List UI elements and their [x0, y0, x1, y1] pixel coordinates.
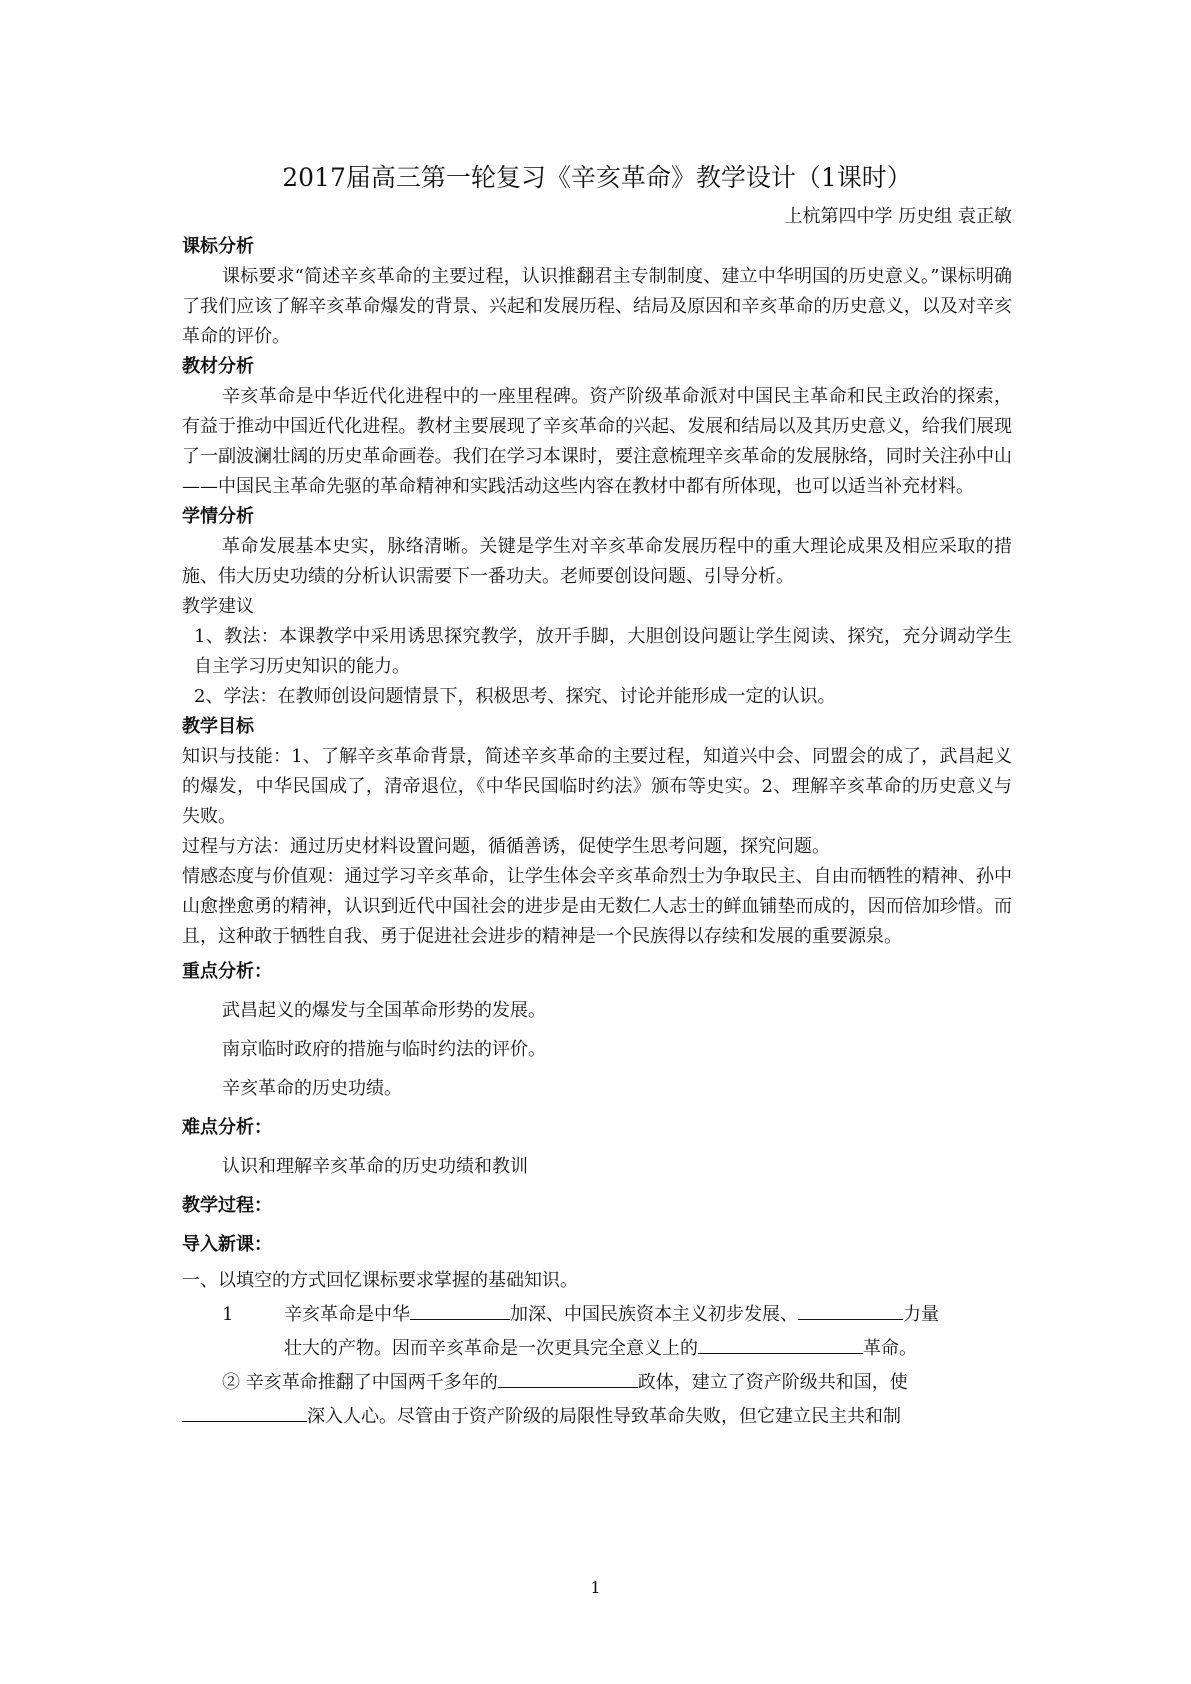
learning-method-text: 2、学法：在教师创设问题情景下，积极思考、探究、讨论并能形成一定的认识。: [194, 686, 836, 707]
key-points-list: [182, 991, 1012, 1108]
difficulties-list: [182, 1147, 1012, 1186]
page-number: 1: [590, 1578, 601, 1597]
question-text: ② 辛亥革命推翻了中国两千多年的: [222, 1372, 498, 1393]
section-heading-suggestions: 教学建议: [182, 596, 254, 617]
section-text-curriculum: 课标要求“简述辛亥革命的主要过程，认识推翻君主专制制度、建立中华明国的历史意义。”课标明确了我们应该了解辛亥革命爆发的背景、兴起和发展历程、结局及原因和辛亥革命的历史意义，以及对辛亥革命的评价。: [182, 266, 1012, 347]
goal-knowledge-text: 知识与技能：1、了解辛亥革命背景，简述辛亥革命的主要过程，知道兴中会、同盟会的成了，武昌起义的爆发，中华民国成了，清帝退位，《中华民国临时约法》颁布等史实。2、理解辛亥革命的历史意义与失败。: [182, 746, 1012, 827]
key-point-item: 武昌起义的爆发与全国革命形势的发展。: [222, 1000, 546, 1021]
fill-in-question-1-line-2: [182, 1332, 1012, 1366]
section-heading-key-points: 重点分析：: [182, 961, 272, 982]
document-title: 2017届高三第一轮复习《辛亥革命》教学设计（1课时）: [282, 163, 912, 192]
section-heading-learners: 学情分析: [182, 506, 254, 527]
question-text: 壮大的产物。因而辛亥革命是一次更具完全意义上的: [284, 1338, 698, 1359]
key-point-item: 辛亥革命的历史功绩。: [222, 1078, 402, 1099]
question-text: 政体，建立了资产阶级共和国，使: [637, 1372, 908, 1393]
section-heading-curriculum: 课标分析: [182, 236, 254, 257]
section-heading-intro: 导入新课：: [182, 1234, 272, 1255]
fill-blank[interactable]: [698, 1333, 863, 1354]
fill-blank[interactable]: [498, 1367, 638, 1388]
section-heading-goals: 教学目标: [182, 716, 254, 737]
goal-emotion-text: 情感态度与价值观：通过学习辛亥革命，让学生体会辛亥革命烈士为争取民主、自由而牺牲的精神、孙中山愈挫愈勇的精神，认识到近代中国社会的进步是由无数仁人志士的鲜血铺垫而成的，因而倍加珍惜。而且，这种敢于牺牲自我、勇于促进社会进步的精神是一个民族得以存续和发展的重要源泉。: [182, 866, 1012, 947]
section-text-learners: 革命发展基本史实，脉络清晰。关键是学生对辛亥革命发展历程中的重大理论成果及相应采取的措施、伟大历史功绩的分析认识需要下一番功夫。老师要创设问题、引导分析。: [182, 536, 1012, 587]
question-number: 1: [222, 1304, 234, 1325]
difficulty-item: 认识和理解辛亥革命的历史功绩和教训: [222, 1156, 528, 1177]
fill-blank[interactable]: [182, 1401, 307, 1422]
document-author: 上杭第四中学 历史组 袁正敏: [784, 206, 1012, 227]
question-text: 革命。: [863, 1338, 917, 1359]
document-content: [182, 158, 1012, 1434]
review-intro: 一、以填空的方式回忆课标要求掌握的基础知识。: [182, 1270, 578, 1291]
teaching-method-text: 1、教法：本课教学中采用诱思探究教学，放开手脚，大胆创设问题让学生阅读、探究，充分调动学生自主学习历史知识的能力。: [194, 626, 1012, 677]
fill-in-question-1: [182, 1298, 1012, 1332]
goal-process-text: 过程与方法：通过历史材料设置问题，循循善诱，促使学生思考问题，探究问题。: [182, 836, 830, 857]
question-text: 深入人心。尽管由于资产阶级的局限性导致革命失败，但它建立民主共和制: [307, 1406, 901, 1427]
question-text: 辛亥革命是中华: [284, 1304, 410, 1325]
key-point-item: 南京临时政府的措施与临时约法的评价。: [222, 1039, 546, 1060]
section-heading-process: 教学过程：: [182, 1195, 272, 1216]
section-heading-textbook: 教材分析: [182, 356, 254, 377]
section-text-textbook: 辛亥革命是中华近代化进程中的一座里程碑。资产阶级革命派对中国民主革命和民主政治的探索，有益于推动中国近代化进程。教材主要展现了辛亥革命的兴起、发展和结局以及其历史意义，给我们展现了一副波澜壮阔的历史革命画卷。我们在学习本课时，要注意梳理辛亥革命的发展脉络，同时关注孙中山——中国民主革命先驱的革命精神和实践活动这些内容在教材中都有所体现，也可以适当补充材料。: [182, 386, 1012, 497]
section-heading-difficulties: 难点分析：: [182, 1117, 272, 1138]
question-text: 力量: [903, 1304, 939, 1325]
fill-in-question-2-line-2: [182, 1400, 1012, 1434]
question-text: 加深、中国民族资本主义初步发展、: [510, 1304, 798, 1325]
fill-blank[interactable]: [410, 1299, 510, 1320]
fill-blank[interactable]: [798, 1299, 903, 1320]
fill-in-question-2: [182, 1366, 1012, 1400]
